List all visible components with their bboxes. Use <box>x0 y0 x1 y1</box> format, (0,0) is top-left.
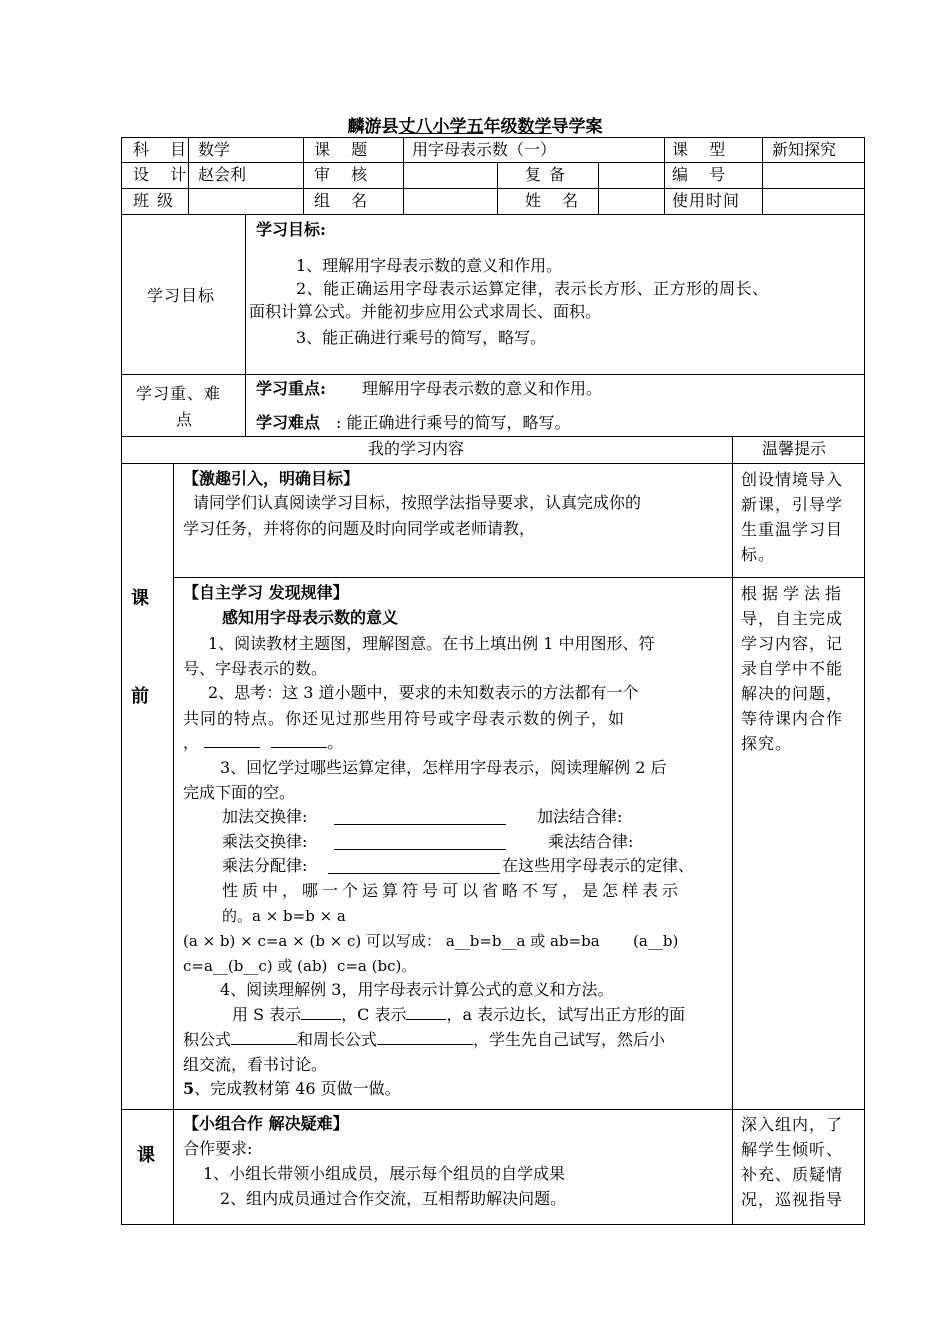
tip-line: 根据学法指 <box>741 584 847 603</box>
row-divider <box>173 577 865 578</box>
row-divider <box>121 436 865 437</box>
topic-label: 课 题 <box>314 140 376 159</box>
col-divider <box>732 436 733 1225</box>
row-divider <box>121 374 865 375</box>
key-point-label: 学习重点: <box>256 379 326 398</box>
col-divider <box>664 137 665 214</box>
col-divider <box>403 137 404 214</box>
type-value: 新知探究 <box>772 140 837 159</box>
step-4-fill <box>232 1003 685 1027</box>
tip-line: 解学生倾听、 <box>741 1140 844 1159</box>
section-label-class: 课 <box>137 1145 155 1166</box>
text: ，a 表示边长，试写出正方形的面 <box>446 1005 686 1024</box>
tip-line: 等待课内合作 <box>741 709 844 728</box>
keypoints-row-label-cont: 点 <box>176 410 193 429</box>
mul-comm-blank[interactable] <box>334 833 506 850</box>
step-1: 1、阅读教材主题图，理解图意。在书上填出例 1 中用图形、符 <box>208 634 655 653</box>
step-4-formula <box>183 1028 665 1052</box>
name-label: 姓 名 <box>525 191 587 210</box>
intro-line: 请同学们认真阅读学习目标，按照学法指导要求，认真完成你的 <box>193 493 642 512</box>
goal-item-1: 1、理解用字母表示数的意义和作用。 <box>296 256 563 275</box>
my-content-header: 我的学习内容 <box>368 439 465 458</box>
group-requirements: 合作要求: <box>183 1139 253 1158</box>
intro-line: 学习任务，并将你的问题及时向同学或老师请教， <box>183 519 536 538</box>
tip-line: 创设情境导入 <box>741 470 844 489</box>
nature-line: 性质中，哪一个运算符号可以省略不写，是怎样表示 <box>222 881 683 900</box>
tip-line: 录自学中不能 <box>741 659 844 678</box>
tip-line: 探究。 <box>741 734 793 753</box>
designer-label: 设 计 <box>133 165 195 184</box>
row-divider <box>121 188 865 189</box>
usetime-label: 使用时间 <box>672 191 741 210</box>
recheck-label: 复备 <box>525 165 574 184</box>
goals-heading: 学习目标: <box>256 220 326 239</box>
row-divider <box>121 463 865 464</box>
step-2: 2、思考：这 3 道小题中，要求的未知数表示的方法都有一个 <box>208 683 639 702</box>
goal-item-2-cont: 面积计算公式。并能初步应用公式求周长、面积。 <box>249 302 602 321</box>
answer-blank[interactable] <box>204 731 260 748</box>
row-divider <box>121 214 865 215</box>
section-label-pre: 课 <box>131 588 149 609</box>
tip-line: 导，自主完成 <box>741 609 844 628</box>
intro-heading: 【激趣引入，明确目标】 <box>183 469 360 488</box>
tip-line: 学习内容，记 <box>741 634 844 653</box>
step-2-examples <box>183 731 343 755</box>
formula-line: (a × b) × c=a × (b × c) 可以写成： a__b=b__a 或 ab=ba (a__b) <box>183 932 679 950</box>
tip-line: 生重温学习目 <box>741 520 844 539</box>
col-divider <box>598 162 599 214</box>
group-item-2: 2、组内成员通过合作交流，互相帮助解决问题。 <box>220 1189 567 1208</box>
type-label: 课 型 <box>672 140 734 159</box>
number-label: 编 号 <box>672 165 734 184</box>
group-item-1: 1、小组长带领小组成员，展示每个组员的自学成果 <box>203 1164 566 1183</box>
example-line: 的。a × b=b × a <box>222 907 346 925</box>
col-divider <box>245 214 246 436</box>
intro-tip <box>741 467 859 567</box>
group-tip <box>741 1112 859 1212</box>
punct: ， <box>183 733 200 752</box>
step-3: 3、回忆学过哪些运算定律，怎样用字母表示，阅读理解例 2 后 <box>220 758 667 777</box>
answer-blank[interactable] <box>231 1028 297 1045</box>
answer-blank[interactable] <box>301 1003 341 1020</box>
col-divider <box>497 162 498 214</box>
review-label: 审 核 <box>314 165 376 184</box>
tip-line: 补充、质疑情 <box>741 1165 844 1184</box>
selfstudy-subheading: 感知用字母表示数的意义 <box>222 608 399 627</box>
text: 和周长公式 <box>297 1030 378 1049</box>
designer-value: 赵会利 <box>198 165 247 184</box>
answer-blank[interactable] <box>271 731 327 748</box>
add-comm-blank[interactable] <box>334 808 506 825</box>
subject-label: 科 目 <box>133 140 195 159</box>
tip-line: 标。 <box>741 545 776 564</box>
title-part: 数学 <box>517 117 552 137</box>
difficulty-label: 学习难点 <box>256 413 321 432</box>
page-title <box>0 112 950 137</box>
answer-blank[interactable] <box>406 1003 446 1020</box>
step-1-cont: 号、字母表示的数。 <box>183 659 328 678</box>
mul-comm-label: 乘法交换律: <box>222 832 308 851</box>
difficulty-text: : 能正确进行乘号的简写，略写。 <box>336 413 571 432</box>
goal-item-3: 3、能正确进行乘号的简写，略写。 <box>296 328 547 347</box>
group-label: 组 名 <box>314 191 376 210</box>
goal-item-2: 2、能正确运用字母表示运算定律，表示长方形、正方形的周长、 <box>296 279 769 298</box>
text: ，C 表示 <box>341 1005 407 1024</box>
mul-dist-blank[interactable] <box>328 857 500 874</box>
answer-blank[interactable] <box>377 1028 473 1045</box>
title-part: 导学案 <box>551 117 603 137</box>
tip-line: 解决的问题， <box>741 684 844 703</box>
section-label-pre: 前 <box>131 686 149 707</box>
class-label: 班级 <box>133 191 182 210</box>
goals-row-label: 学习目标 <box>147 286 216 305</box>
topic-value: 用字母表示数（一） <box>412 140 557 159</box>
mul-dist-after: 在这些用字母表示的定律、 <box>502 856 695 875</box>
mul-dist-label: 乘法分配律: <box>222 856 308 875</box>
mul-assoc-label: 乘法结合律: <box>548 832 634 851</box>
group-heading: 【小组合作 解决疑难】 <box>183 1114 349 1133</box>
step-2-cont: 共同的特点。你还见过那些用符号或字母表示数的例子，如 <box>183 709 626 728</box>
text: 用 S 表示 <box>232 1005 302 1024</box>
row-divider <box>121 1109 865 1110</box>
step-5 <box>183 1077 401 1101</box>
step-number: 5 <box>183 1079 195 1098</box>
selfstudy-tip <box>741 581 859 756</box>
add-comm-label: 加法交换律: <box>222 807 308 826</box>
punct: 。 <box>327 733 344 752</box>
title-part: 麟游县 <box>347 117 399 137</box>
text: 、完成教材第 46 页做一做。 <box>194 1079 401 1098</box>
selfstudy-heading: 【自主学习 发现规律】 <box>183 583 349 602</box>
col-divider <box>762 137 763 214</box>
col-divider <box>303 137 304 214</box>
add-assoc-label: 加法结合律: <box>537 807 623 826</box>
title-part: 年级 <box>483 117 518 137</box>
text: 积公式 <box>183 1030 232 1049</box>
step-4: 4、阅读理解例 3，用字母表示计算公式的意义和方法。 <box>220 980 614 999</box>
step-4-cont: 组交流，看书讨论。 <box>183 1055 328 1074</box>
tip-line: 深入组内，了 <box>741 1115 844 1134</box>
text: ，学生先自己试写，然后小 <box>473 1030 666 1049</box>
step-3-cont: 完成下面的空。 <box>183 783 296 802</box>
key-point-text: 理解用字母表示数的意义和作用。 <box>362 379 603 398</box>
keypoints-row-label: 学习重、难 <box>136 384 222 403</box>
tip-line: 新课，引导学 <box>741 495 844 514</box>
subject-value: 数学 <box>198 140 231 159</box>
tips-header: 温馨提示 <box>762 439 827 458</box>
title-part: 丈八小学五 <box>398 117 484 137</box>
tip-line: 况，巡视指导 <box>741 1190 844 1209</box>
formula-line: c=a__(b__c) 或 (ab) c=a (bc)。 <box>183 957 417 975</box>
